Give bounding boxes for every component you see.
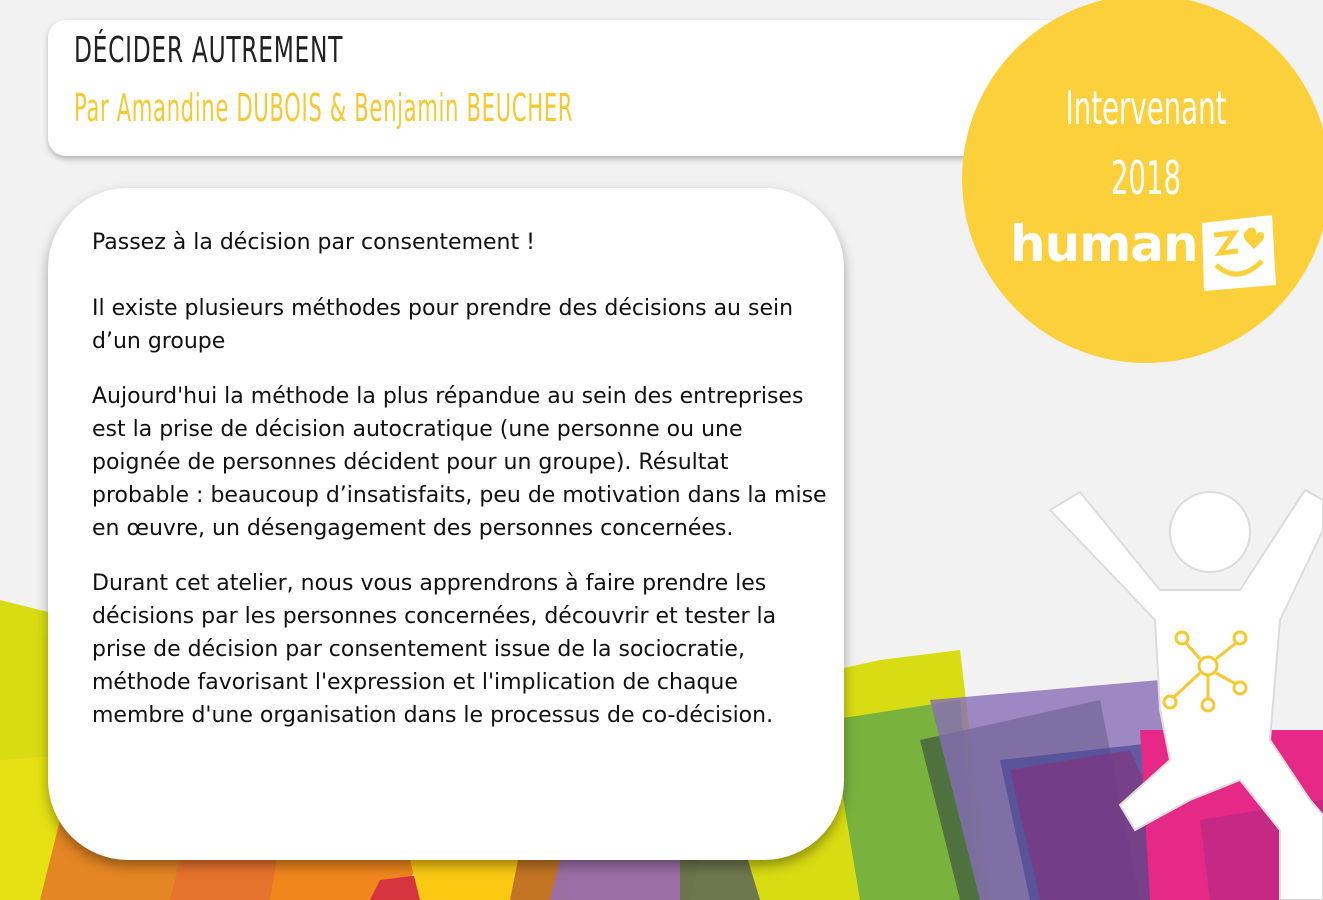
intro-text: Passez à la décision par consentement ! [92, 230, 535, 255]
logo-text: human [1010, 215, 1198, 273]
description-text [92, 226, 832, 732]
page-subtitle: Par Amandine DUBOIS & Benjamin BEUCHER [74, 86, 574, 130]
description-card [48, 188, 844, 860]
speaker-badge [962, 0, 1323, 363]
paragraph-1: Il existe plusieurs méthodes pour prendre des décisions au sein d’un groupe [92, 296, 794, 354]
badge-label: Intervenant [1065, 81, 1227, 135]
paragraph-2: Aujourd'hui la méthode la plus répandue au sein des entreprises est la prise de décision autocratique (une personne ou une poignée de personnes décident pour un groupe). Résultat probable : beaucoup d’insatisfaits, peu de motivation dans la mise en œuvre, un désengagement des personnes concernées. [92, 384, 827, 541]
humanzo-logo [1010, 217, 1290, 287]
paragraph-3: Durant cet atelier, nous vous apprendrons à faire prendre les décisions par les personnes concernées, découvrir et tester la prise de décision par consentement issue de la sociocratie, méthode favorisant l'expression et l'implication de chaque membre d'une organisation dans le processus de co-décision. [92, 571, 777, 728]
jumping-person-icon [1040, 470, 1323, 900]
badge-year: 2018 [1110, 151, 1182, 205]
page-title: DÉCIDER AUTREMENT [74, 30, 344, 71]
smiley-box-icon [1198, 215, 1276, 291]
